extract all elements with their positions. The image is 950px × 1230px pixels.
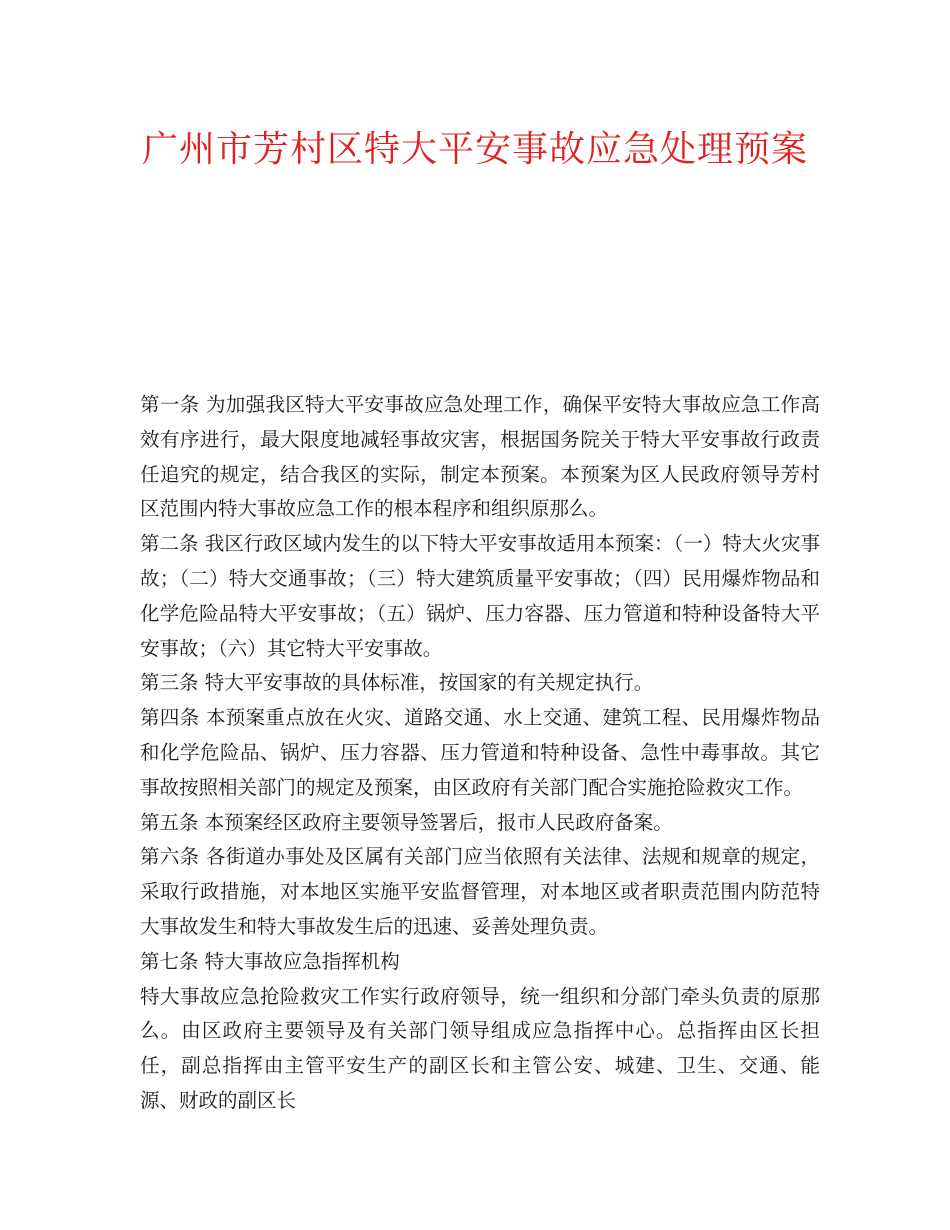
paragraph-article-1: 第一条 为加强我区特大平安事故应急处理工作，确保平安特大事故应急工作高效有序进行，最大限度地减轻事故灾害，根据国务院关于特大平安事故行政责任追究的规定，结合我区的实际，制定本预案。本预案为区人民政府领导芳村区范围内特大事故应急工作的根本程序和组织原那么。 — [140, 393, 820, 521]
document-body — [140, 388, 820, 1119]
paragraph-article-5: 第五条 本预案经区政府主要领导签署后，报市人民政府备案。 — [140, 810, 673, 834]
paragraph-article-3: 第三条 特大平安事故的具体标准，按国家的有关规定执行。 — [140, 671, 654, 695]
paragraph-article-7-body: 特大事故应急抢险救灾工作实行政府领导，统一组织和分部门牵头负责的原那么。由区政府主要领导及有关部门领导组成应急指挥中心。总指挥由区长担任，副总指挥由主管平安生产的副区长和主管公安、城建、卫生、交通、能源、财政的副区长 — [140, 984, 820, 1112]
paragraph-article-4: 第四条 本预案重点放在火灾、道路交通、水上交通、建筑工程、民用爆炸物品和化学危险品、锅炉、压力容器、压力管道和特种设备、急性中毒事故。其它事故按照相关部门的规定及预案，由区政府有关部门配合实施抢险救灾工作。 — [140, 706, 820, 799]
paragraph-article-2: 第二条 我区行政区域内发生的以下特大平安事故适用本预案：（一）特大火灾事故；（二）特大交通事故；（三）特大建筑质量平安事故；（四）民用爆炸物品和化学危险品特大平安事故；（五）锅炉、压力容器、压力管道和特种设备特大平安事故；（六）其它特大平安事故。 — [140, 532, 820, 660]
paragraph-article-6: 第六条 各街道办事处及区属有关部门应当依照有关法律、法规和规章的规定，采取行政措施，对本地区实施平安监督管理，对本地区或者职责范围内防范特大事故发生和特大事故发生后的迅速、妥善处理负责。 — [140, 845, 820, 938]
paragraph-article-7-heading: 第七条 特大事故应急指挥机构 — [140, 949, 400, 973]
document-title: 广州市芳村区特大平安事故应急处理预案 — [141, 129, 808, 170]
